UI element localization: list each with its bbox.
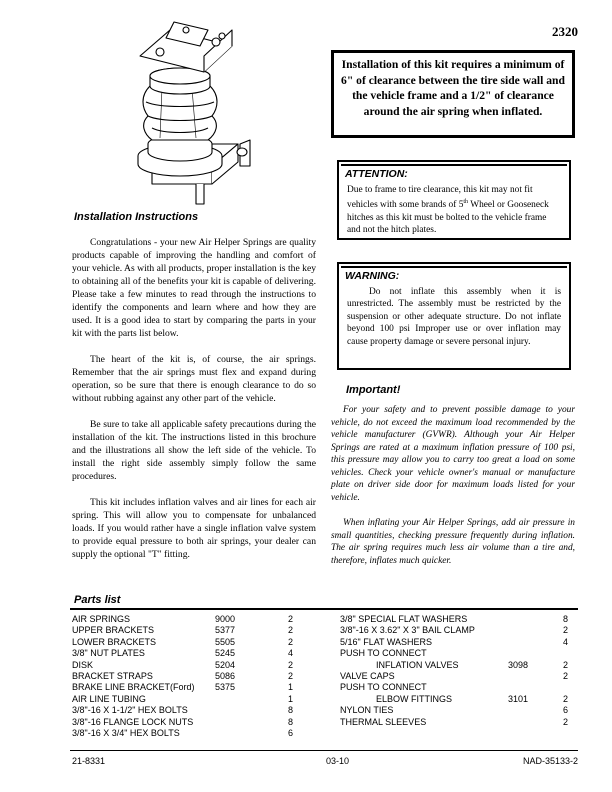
part-quantity: 8 <box>287 705 293 716</box>
part-quantity: 2 <box>562 693 568 704</box>
part-name: BRACKET STRAPS <box>72 670 153 681</box>
part-quantity: 2 <box>562 625 568 636</box>
intro-paragraph: Be sure to take all applicable safety precautions during the installation of the kit. The instructions listed in this brochure and the illustrations all show the left side of the vehicle. To install the right side assembly simply follow the same procedures. <box>72 419 316 482</box>
ordinal-superscript: th <box>463 199 469 205</box>
parts-row <box>72 705 307 716</box>
part-name: INFLATION VALVES <box>376 659 459 670</box>
intro-paragraph: This kit includes inflation valves and air lines for each air spring. This will allow you to compensate for unbalanced loads. If you would rather have a single inflation valve system to provide equal pressure to both air springs, your dealer can supply the optional "T" fitting. <box>72 497 316 560</box>
warning-divider <box>341 266 567 268</box>
part-name: AIR LINE TUBING <box>72 693 146 704</box>
part-quantity: 2 <box>287 659 293 670</box>
part-quantity: 2 <box>287 625 293 636</box>
parts-row <box>72 694 307 705</box>
part-quantity: 4 <box>287 648 293 659</box>
part-number: 9000 <box>215 614 236 624</box>
parts-row <box>72 614 307 625</box>
part-quantity: 2 <box>562 716 568 727</box>
parts-row <box>340 637 568 648</box>
part-quantity: 2 <box>562 670 568 681</box>
part-name: 3/8" SPECIAL FLAT WASHERS <box>340 614 468 624</box>
part-number: 5377 <box>215 625 236 636</box>
parts-row <box>72 728 307 739</box>
parts-list-heading: Parts list <box>74 594 121 606</box>
attention-text-part: Wheel or Gooseneck hitches as this kit must be bolted to the vehicle frame and not the hitch plates. <box>347 200 549 236</box>
parts-list-left <box>72 614 307 739</box>
important-paragraph: When inflating your Air Helper Springs, add air pressure in small quantities, checking pressure frequently during inflation. The air spring requires much less air volume than a tire and, therefore, inflates much quicker. <box>331 518 575 566</box>
part-name: VALVE CAPS <box>340 670 395 681</box>
part-quantity: 4 <box>562 636 568 647</box>
part-name: LOWER BRACKETS <box>72 636 157 647</box>
attention-text-part: Due to frame to tire clearance, this kit may not fit vehicles with some brands of 5 <box>347 184 533 211</box>
warning-box <box>337 262 571 370</box>
attention-box <box>337 160 571 240</box>
part-name: DISK <box>72 659 94 670</box>
parts-row <box>72 625 307 636</box>
footer-code-right: NAD-35133-2 <box>522 756 578 766</box>
part-quantity: 8 <box>287 716 293 727</box>
parts-row <box>340 648 568 659</box>
part-name: UPPER BRACKETS <box>72 625 155 636</box>
part-quantity: 1 <box>287 693 293 704</box>
parts-row <box>72 682 307 693</box>
part-name: BRAKE LINE BRACKET(Ford) <box>72 682 195 693</box>
parts-row <box>72 717 307 728</box>
attention-title: ATTENTION: <box>345 168 408 180</box>
parts-row <box>340 705 568 716</box>
part-name: THERMAL SLEEVES <box>340 716 427 727</box>
parts-row <box>72 671 307 682</box>
part-name: ELBOW FITTINGS <box>376 693 453 704</box>
part-quantity: 6 <box>287 727 293 738</box>
parts-row <box>340 660 568 671</box>
clearance-notice-box: Installation of this kit requires a minimum of 6" of clearance between the tire side wall and the vehicle frame and a 1/2" of clearance around the air spring when inflated. <box>331 50 575 138</box>
part-name: 3/8"-16 X 3.62" X 3" BAIL CLAMP <box>340 625 475 636</box>
part-name: PUSH TO CONNECT <box>340 648 427 659</box>
parts-row <box>72 648 307 659</box>
part-number: 5375 <box>215 682 236 693</box>
document-number: 2320 <box>552 24 578 39</box>
intro-paragraph: Congratulations - your new Air Helper Springs are quality products capable of improving the handling and comfort of your vehicle. As with all products, proper installation is the key to obtaining all of the benefits your kit is capable of delivering. Please take a few minutes to read through the instructions to identify the components and learn where and how they are used. It is a good idea to start by comparing the parts in your kit with the parts list below. <box>72 237 316 339</box>
parts-row <box>72 637 307 648</box>
part-quantity: 8 <box>562 614 568 624</box>
part-number: 5505 <box>215 636 236 647</box>
parts-row <box>340 625 568 636</box>
part-name: AIR SPRINGS <box>72 614 131 624</box>
parts-row <box>340 682 568 693</box>
intro-paragraph: The heart of the kit is, of course, the air springs. Remember that the air springs must flex and expand during operation, so be sure that there is enough clearance to do so without rubbing against any other part of the vehicle. <box>72 354 316 404</box>
part-number: 5204 <box>215 659 236 670</box>
part-name: 5/16" FLAT WASHERS <box>340 636 433 647</box>
part-quantity: 1 <box>287 682 293 693</box>
parts-row <box>340 614 568 625</box>
important-text <box>331 404 575 580</box>
installation-instructions-heading: Installation Instructions <box>74 211 199 223</box>
important-heading: Important! <box>346 384 401 396</box>
parts-row <box>340 694 568 705</box>
footer-date: 03-10 <box>326 756 350 766</box>
part-number: 3101 <box>508 693 529 704</box>
warning-text: Do not inflate this assembly when it is unrestricted. The assembly must be restricted by the suspension or other adequate structure. Do not inflate beyond 100 psi Improper use or over inflation may cause property damage or severe personal injury. <box>347 286 561 347</box>
part-number: 5086 <box>215 670 236 681</box>
intro-text <box>72 236 316 574</box>
part-quantity: 2 <box>287 614 293 624</box>
important-paragraph: For your safety and to prevent possible damage to your vehicle, do not exceed the maximum load recommended by the vehicle manufacturer (GVWR). Although your Air Helper Springs are rated at a maximum inflation pressure of 100 psi, this pressure may allow you to carry too great a load on some vehicles. Check your vehicle owner's manual or manufacture plate on driver side door for maximum loads listed for your vehicle. <box>331 405 575 503</box>
part-name: 3/8" NUT PLATES <box>72 648 145 659</box>
attention-divider <box>341 164 567 166</box>
part-name: 3/8"-16 X 1-1/2" HEX BOLTS <box>72 705 188 716</box>
part-name: 3/8"-16 FLANGE LOCK NUTS <box>72 716 194 727</box>
parts-row <box>340 671 568 682</box>
attention-text <box>339 182 569 239</box>
part-name: PUSH TO CONNECT <box>340 682 427 693</box>
part-number: 3098 <box>508 659 529 670</box>
air-spring-assembly-illustration <box>100 16 260 211</box>
parts-list-right <box>340 614 568 728</box>
part-quantity: 2 <box>287 636 293 647</box>
parts-row <box>72 660 307 671</box>
footer-rule <box>70 750 578 751</box>
footer-code-left: 21-8331 <box>72 756 106 766</box>
part-name: 3/8"-16 X 3/4" HEX BOLTS <box>72 727 180 738</box>
part-quantity: 2 <box>287 670 293 681</box>
part-name: NYLON TIES <box>340 705 394 716</box>
part-number: 5245 <box>215 648 236 659</box>
parts-row <box>340 717 568 728</box>
parts-top-rule <box>70 608 578 610</box>
part-quantity: 2 <box>562 659 568 670</box>
part-quantity: 6 <box>562 705 568 716</box>
warning-title: WARNING: <box>345 270 400 282</box>
